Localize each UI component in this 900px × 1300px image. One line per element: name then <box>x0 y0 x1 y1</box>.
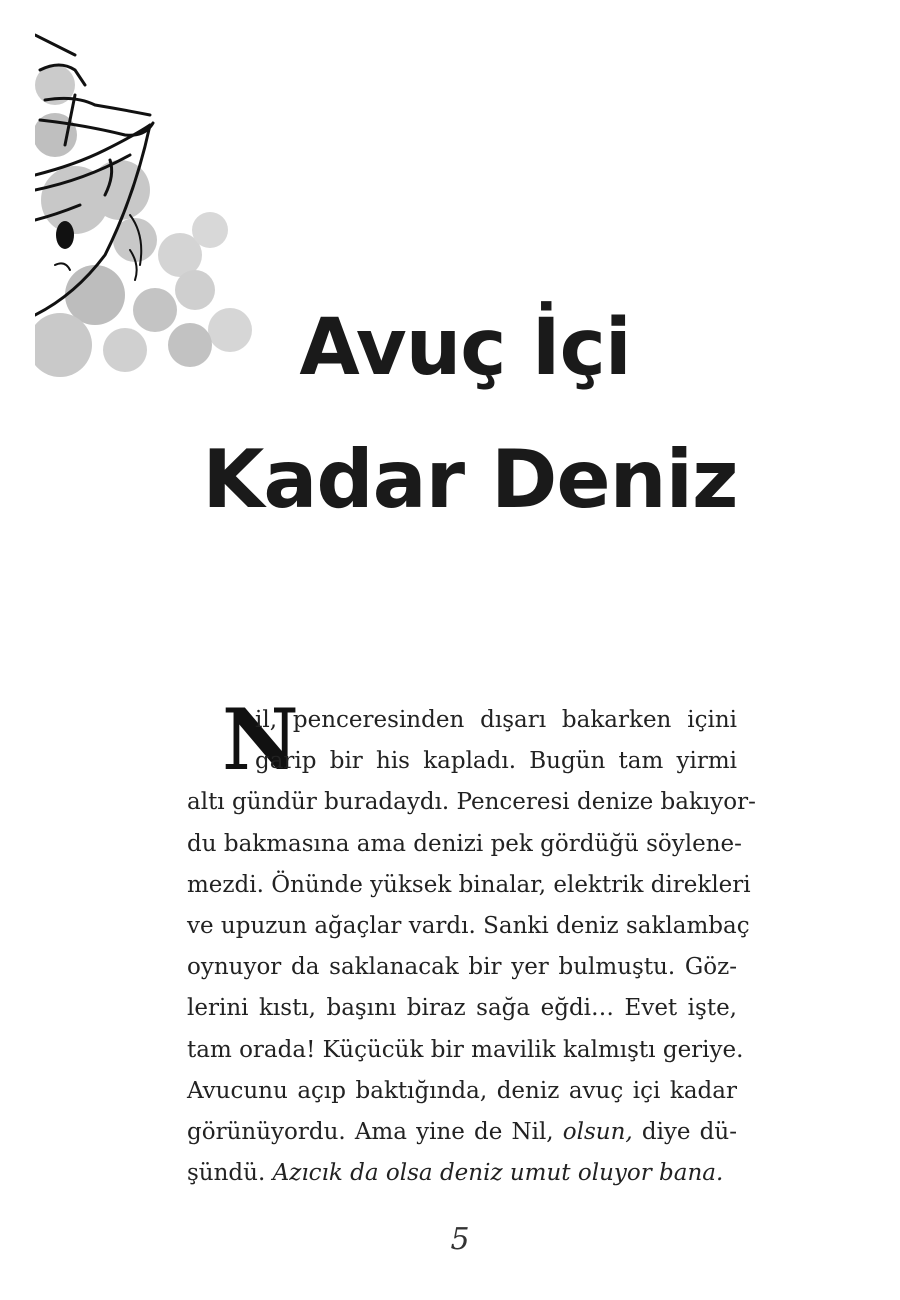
paragraph-line: tam orada! Küçücük bir mavilik kalmıştı geriye. <box>187 1036 744 1063</box>
paragraph-line: altı gündür buradaydı. Penceresi denize bakıyor- <box>187 789 756 816</box>
italic-word: olsun, <box>562 1118 633 1145</box>
chapter-paragraph <box>187 690 756 1194</box>
paragraph-line: oynuyor da saklanacak bir yer bulmuştu. Göz- <box>187 954 737 981</box>
paragraph-line: du bakmasına ama denizi pek gördüğü söylene- <box>187 830 742 857</box>
paragraph-line: garip bir his kapladı. Bugün tam yirmi <box>255 748 737 775</box>
chapter-title-line-2: Kadar Deniz <box>202 433 738 526</box>
chapter-title-line-1: Avuç İçi <box>299 303 631 393</box>
paragraph-line: Avucunu açıp baktığında, deniz avuç içi kadar <box>187 1077 737 1104</box>
paragraph-text: diye dü- <box>632 1118 737 1145</box>
paragraph-line: mezdi. Önünde yüksek binalar, elektrik direkleri <box>187 871 751 898</box>
page-number: 5 <box>450 1222 470 1257</box>
italic-phrase: Azıcık da olsa deniz umut oluyor bana. <box>272 1160 724 1187</box>
paragraph-line: il, penceresinden dışarı bakarken içini <box>255 707 737 733</box>
paragraph-text: şündü. <box>187 1160 273 1187</box>
paragraph-line: ve upuzun ağaçlar vardı. Sanki deniz saklambaç <box>187 912 750 939</box>
paragraph-text: görünüyordu. Ama yine de Nil, <box>187 1118 563 1145</box>
paragraph-line <box>187 1153 737 1194</box>
paragraph-line <box>187 1112 737 1153</box>
paragraph-line: lerini kıstı, başını biraz sağa eğdi… Evet işte, <box>187 995 737 1022</box>
drop-cap: N <box>222 690 299 789</box>
